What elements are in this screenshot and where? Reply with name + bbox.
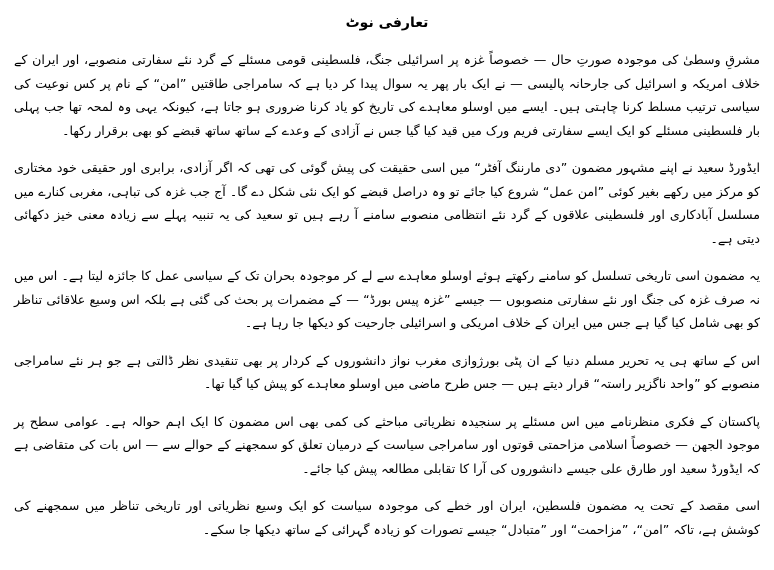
paragraph: اسی مقصد کے تحت یہ مضمون فلسطین، ایران اور خطے کی موجودہ سیاست کو ایک وسیع نظریاتی اور تاریخی تناظر میں سمجھنے کی کوشش ہے، تاکہ ”امن“، ”مزاحمت“ اور ”متبادل“ جیسے تصورات کو زیادہ گہرائی کے ساتھ دیکھا جا سکے۔: [14, 498, 760, 537]
paragraph: پاکستان کے فکری منظرنامے میں اس مسئلے پر سنجیدہ نظریاتی مباحثے کی کمی بھی اس مضمون کا ایک اہم حوالہ ہے۔ عوامی سطح پر موجود الجھن — خصوصاً اسلامی مزاحمتی قوتوں اور سامراجی سیاست کے درمیان تعلق کو سمجھنے کے حوالے سے — اس بات کی متقاضی ہے کہ ایڈورڈ سعید اور طارق علی جیسے دانشوروں کی آرا کا تقابلی مطالعہ پیش کیا جائے۔: [14, 413, 760, 476]
paragraph: مشرقِ وسطیٰ کی موجودہ صورتِ حال — خصوصاً غزہ پر اسرائیلی جنگ، فلسطینی قومی مسئلے کے گرد نئے سفارتی منصوبے، اور ایران کے خلاف امریکہ و اسرائیل کی جارحانہ پالیسی — نے ایک بار پھر یہ سوال پیدا کر دیا ہے کہ سامراجی طاقتیں ”امن“ کے نام پر کس نوعیت کی سیاسی ترتیب مسلط کرنا چاہتی ہیں۔ ایسے میں اوسلو معاہدے کی تاریخ کو یاد کرنا ضروری ہو جاتا ہے، کیونکہ یہی وہ لمحہ تھا جب پہلی بار فلسطینی مسئلے کو ایک ایسے سفارتی فریم ورک میں قید کیا گیا جس نے آزادی کے وعدے کے ساتھ ساتھ قبضے کو بھی برقرار رکھا۔: [14, 52, 760, 138]
paragraph: ایڈورڈ سعید نے اپنے مشہور مضمون ”دی مارننگ آفٹر“ میں اسی حقیقت کی پیش گوئی کی تھی کہ اگر آزادی، برابری اور حقیقی خود مختاری کو مرکز میں رکھے بغیر کوئی ”امن عمل“ شروع کیا جائے تو وہ دراصل قبضے کو ایک نئی شکل دے گا۔ آج جب غزہ کی تباہی، مغربی کنارے میں مسلسل آبادکاری اور فلسطینی علاقوں کے گرد نئے انتظامی منصوبے سامنے آ رہے ہیں تو سعید کی یہ تنبیہ پہلے سے زیادہ معنی خیز دکھائی دیتی ہے۔: [14, 160, 760, 246]
paragraph: یہ مضمون اسی تاریخی تسلسل کو سامنے رکھتے ہوئے اوسلو معاہدے سے لے کر موجودہ بحران تک کے سیاسی عمل کا جائزہ لیتا ہے۔ اس میں نہ صرف غزہ کی جنگ اور نئے سفارتی منصوبوں — جیسے ”غزہ پیس بورڈ“ — کے مضمرات پر بحث کی گئی ہے بلکہ اس وسیع علاقائی تناظر کو بھی شامل کیا گیا ہے جس میں ایران کے خلاف امریکی و اسرائیلی جارحیت کو دیکھا جا رہا ہے۔: [14, 268, 760, 330]
document-title: تعارفی نوٹ: [345, 15, 429, 31]
paragraph: اس کے ساتھ ہی یہ تحریر مسلم دنیا کے ان پٹی بورژوازی مغرب نواز دانشوروں کے کردار پر بھی تنقیدی نظر ڈالتی ہے جو ہر نئے سامراجی منصوبے کو ”واحد ناگزیر راستہ“ قرار دیتے ہیں — جس طرح ماضی میں اوسلو معاہدے کو پیش کیا گیا تھا۔: [14, 352, 760, 391]
